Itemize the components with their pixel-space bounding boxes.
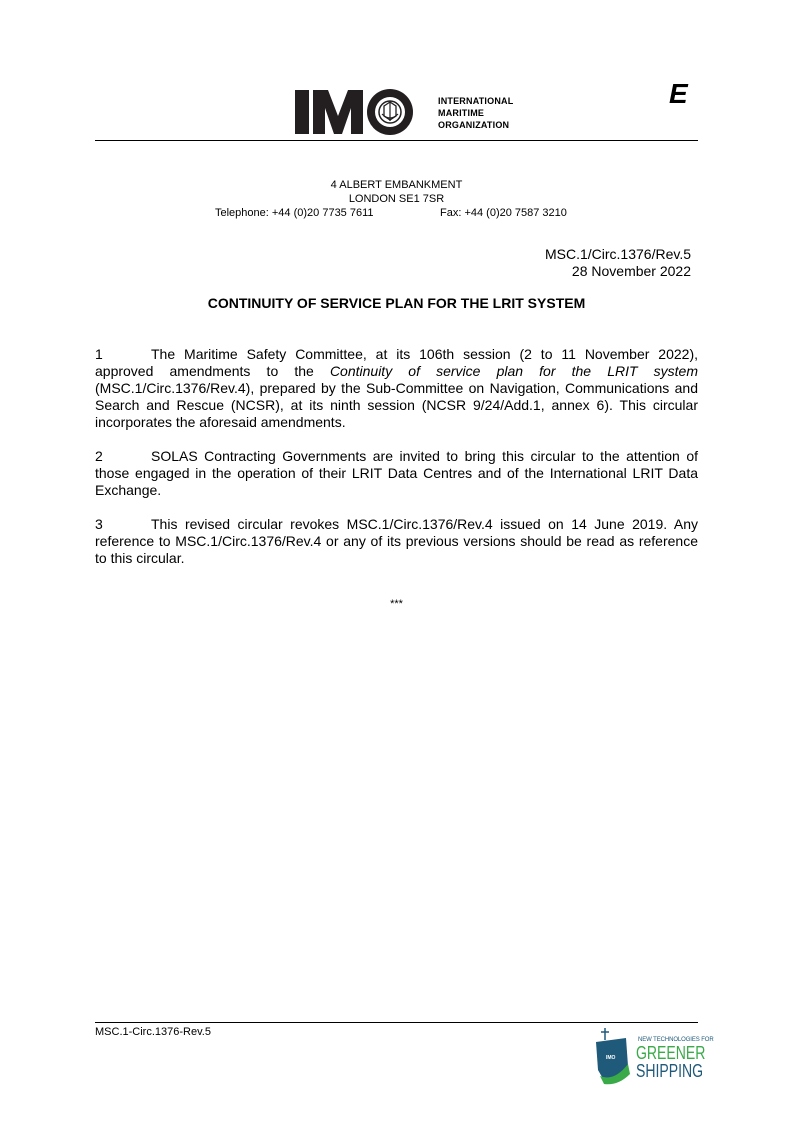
address-street: 4 ALBERT EMBANKMENT bbox=[330, 179, 463, 191]
end-separator: *** bbox=[390, 598, 403, 610]
document-title: CONTINUITY OF SERVICE PLAN FOR THE LRIT SYSTEM bbox=[207, 295, 586, 311]
paragraph-text: This revised circular revokes MSC.1/Circ.1376/Rev.4 issued on 14 June 2019. Any reference to MSC.1/Circ.1376/Rev.4 or any of its previous versions should be read as reference to this circular. bbox=[95, 516, 698, 566]
paragraph-number: 1 bbox=[95, 346, 103, 362]
paragraph-1 bbox=[95, 346, 698, 431]
fax: Fax: +44 (0)20 7587 3210 bbox=[440, 207, 567, 219]
document-symbol: MSC.1/Circ.1376/Rev.5 bbox=[544, 246, 691, 262]
header-divider bbox=[95, 140, 698, 141]
campaign-greener: GREENER bbox=[636, 1043, 706, 1063]
org-line-1: INTERNATIONAL bbox=[438, 96, 514, 106]
address-city: LONDON SE1 7SR bbox=[348, 193, 445, 205]
paragraph-text: SOLAS Contracting Governments are invited to bring this circular to the attention of those engaged in the operation of their LRIT Data Centres and of the International LRIT Data Exchange. bbox=[95, 448, 698, 498]
footer-divider bbox=[95, 1022, 698, 1023]
paragraph-2 bbox=[95, 448, 698, 499]
imo-logo bbox=[295, 88, 415, 136]
paragraph-3 bbox=[95, 516, 698, 567]
address-block bbox=[95, 178, 698, 220]
paragraph-number: 2 bbox=[95, 448, 103, 464]
paragraph-italic-text: Continuity of service plan for the LRIT system bbox=[329, 363, 698, 379]
telephone: Telephone: +44 (0)20 7735 7611 bbox=[215, 207, 374, 219]
document-date: 28 November 2022 bbox=[571, 263, 691, 279]
paragraph-text: The Maritime Safety Committee, at its 106th session (2 to 11 November 2022), approved amendments to the bbox=[95, 346, 698, 379]
campaign-tagline: NEW TECHNOLOGIES FOR bbox=[638, 1037, 714, 1043]
paragraph-text: (MSC.1/Circ.1376/Rev.4), prepared by the Sub-Committee on Navigation, Communications and Search and Rescue (NCSR), at its ninth session (NCSR 9/24/Add.1, annex 6). This circular incorporates the aforesaid amendments. bbox=[95, 380, 698, 430]
paragraph-number: 3 bbox=[95, 516, 103, 532]
contact-line bbox=[95, 206, 698, 220]
org-line-2: MARITIME bbox=[438, 108, 485, 118]
document-body bbox=[95, 346, 698, 584]
language-code: E bbox=[669, 78, 688, 109]
organization-name bbox=[438, 95, 513, 131]
footer-document-reference: MSC.1-Circ.1376-Rev.5 bbox=[95, 1026, 211, 1038]
badge-text: IMO bbox=[606, 1055, 616, 1061]
document-reference bbox=[545, 246, 691, 280]
campaign-shipping: SHIPPING bbox=[636, 1061, 704, 1081]
org-line-3: ORGANIZATION bbox=[438, 120, 510, 130]
